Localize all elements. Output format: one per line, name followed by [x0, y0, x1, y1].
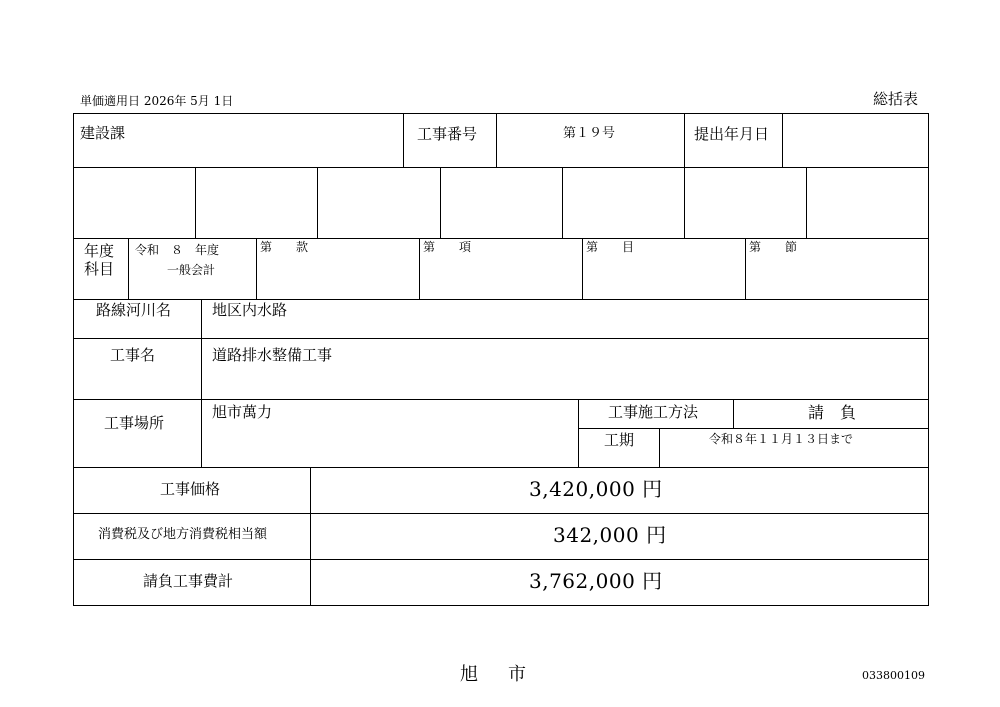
- col-divider: [440, 167, 441, 238]
- sheet-type-title: 総括表: [873, 90, 919, 108]
- tax-label: 消費税及び地方消費税相当額: [98, 527, 268, 542]
- budget-kan: 第 款: [260, 240, 309, 254]
- row-divider: [73, 238, 929, 239]
- col-divider: [403, 113, 404, 167]
- work-name-label: 工事名: [110, 346, 156, 364]
- budget-moku: 第 目: [586, 240, 635, 254]
- period-label: 工期: [604, 431, 635, 449]
- col-divider: [317, 167, 318, 238]
- work-number-value: 第１９号: [563, 126, 616, 141]
- budget-kou: 第 項: [423, 240, 472, 254]
- col-divider: [496, 113, 497, 167]
- route-value: 地区内水路: [212, 301, 288, 319]
- work-name-value: 道路排水整備工事: [212, 346, 333, 364]
- price-label: 工事価格: [160, 480, 221, 498]
- col-divider: [256, 238, 257, 299]
- method-value: 請 負: [808, 403, 857, 422]
- col-divider: [782, 113, 783, 167]
- department: 建設課: [80, 124, 126, 142]
- col-divider: [745, 238, 746, 299]
- site-label: 工事場所: [104, 414, 165, 432]
- unit-price-date: 単価適用日 2026年 5月 1日: [80, 94, 234, 108]
- budget-label-account: 科目: [84, 260, 115, 278]
- col-divider: [201, 299, 202, 467]
- row-divider: [73, 167, 929, 168]
- col-divider: [684, 167, 685, 238]
- city-name: 旭 市: [460, 664, 532, 685]
- col-divider: [419, 238, 420, 299]
- document-code: 033800109: [862, 669, 925, 682]
- work-number-label: 工事番号: [417, 125, 478, 143]
- submit-date-label: 提出年月日: [694, 125, 770, 143]
- total-value: 3,762,000 円: [529, 569, 663, 593]
- budget-setsu: 第 節: [749, 240, 798, 254]
- price-value: 3,420,000 円: [529, 477, 663, 501]
- method-label: 工事施工方法: [608, 403, 699, 421]
- col-divider: [582, 238, 583, 299]
- total-label: 請負工事費計: [143, 572, 234, 590]
- budget-account: 一般会計: [167, 263, 216, 277]
- col-divider: [659, 428, 660, 467]
- row-divider: [73, 559, 929, 560]
- col-divider: [806, 167, 807, 238]
- budget-label-year: 年度: [84, 242, 115, 260]
- col-divider: [195, 167, 196, 238]
- site-value: 旭市萬力: [212, 403, 273, 421]
- col-divider: [128, 238, 129, 299]
- row-divider: [73, 513, 929, 514]
- row-divider: [578, 428, 929, 429]
- tax-value: 342,000 円: [553, 523, 667, 547]
- col-divider: [562, 167, 563, 238]
- period-value: 令和８年１１月１３日まで: [709, 432, 854, 446]
- col-divider: [310, 467, 311, 606]
- row-divider: [73, 467, 929, 468]
- col-divider: [733, 399, 734, 428]
- col-divider: [684, 113, 685, 167]
- col-divider: [578, 399, 579, 467]
- route-label: 路線河川名: [96, 301, 172, 319]
- budget-year: 令和 ８ 年度: [135, 243, 220, 257]
